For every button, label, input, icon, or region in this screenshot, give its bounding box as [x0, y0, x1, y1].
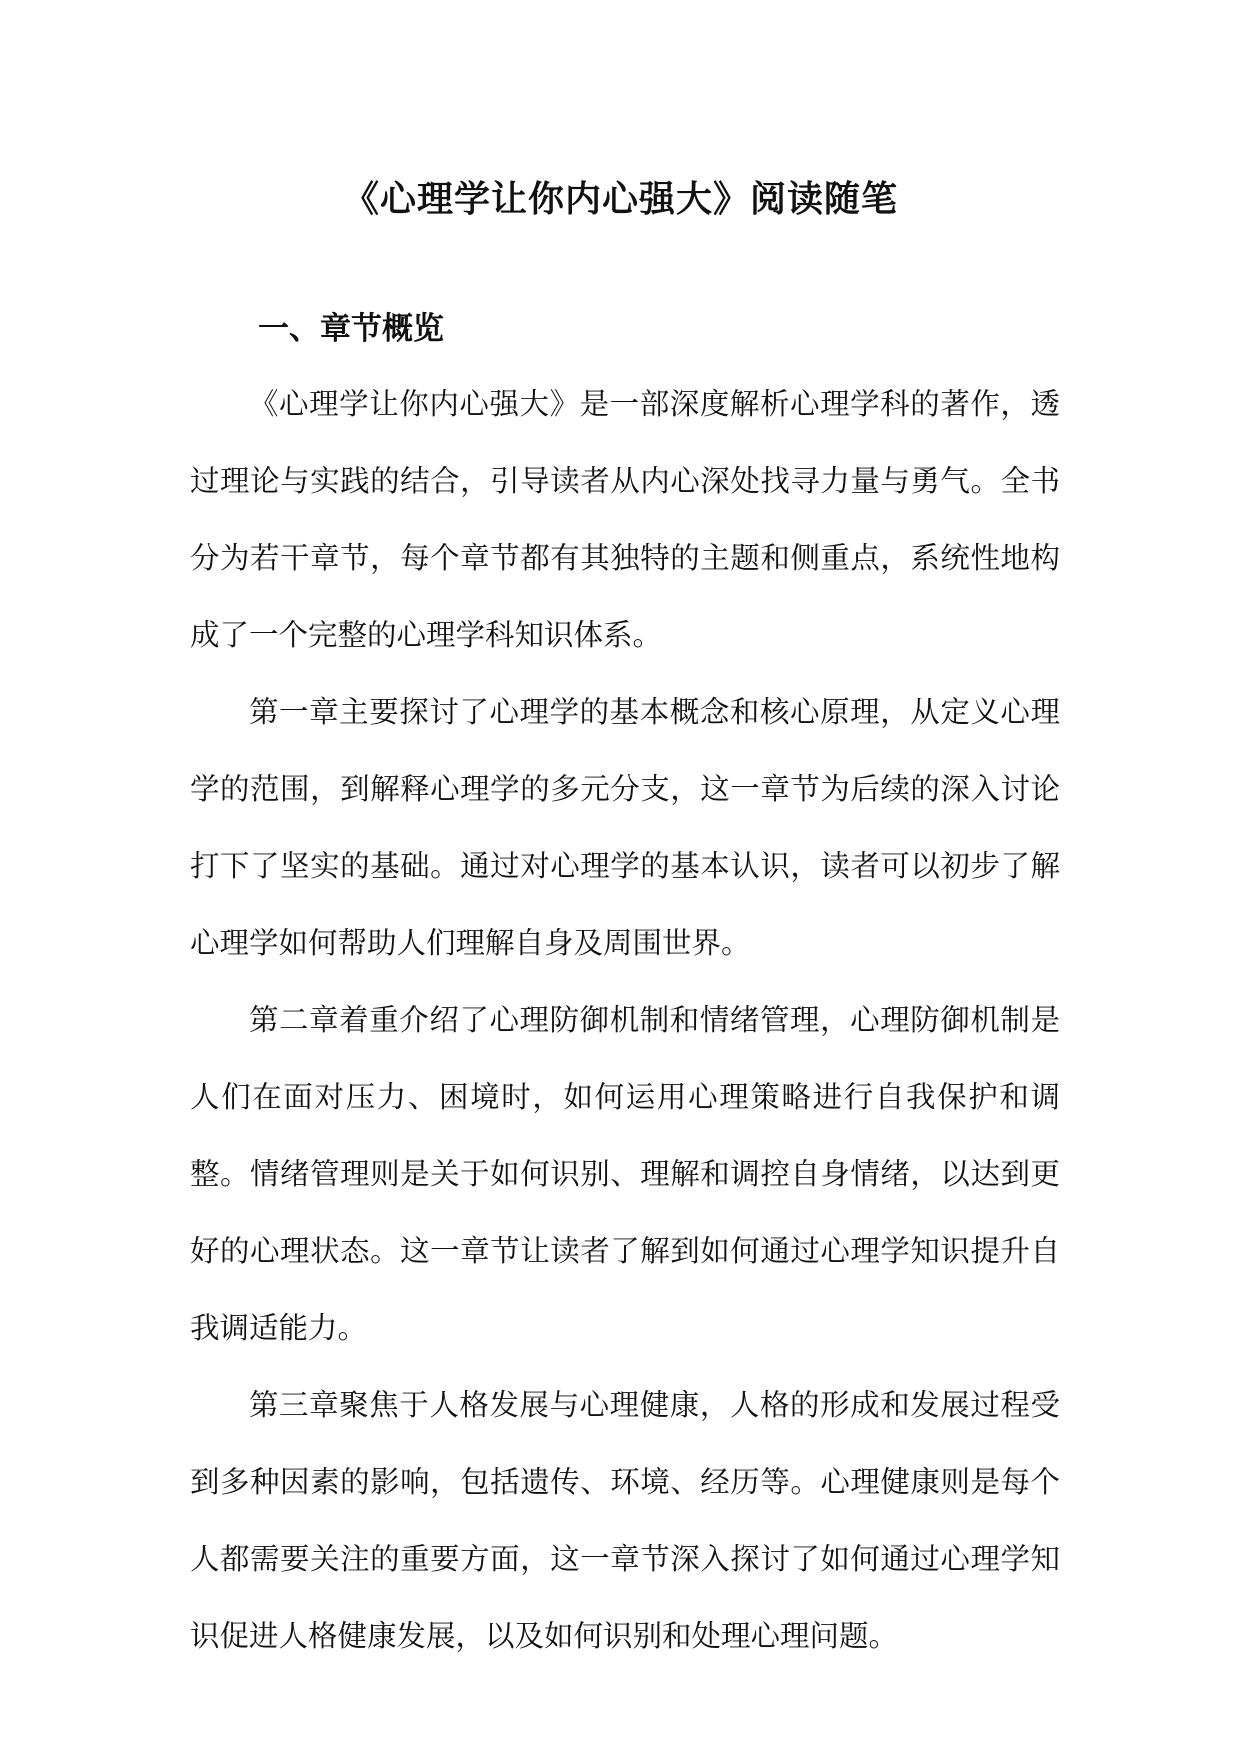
- document-title: 《心理学让你内心强大》阅读随笔: [342, 179, 898, 221]
- paragraph-overview: 《心理学让你内心强大》是一部深度解析心理学科的著作，透过理论与实践的结合，引导读者从内心深处找寻力量与勇气。全书分为若干章节，每个章节都有其独特的主题和侧重点，系统性地构成了一个完整的心理学科知识体系。: [190, 387, 1060, 652]
- body-text: [190, 366, 1060, 1675]
- section-heading: 一、章节概览: [258, 310, 444, 347]
- paragraph-chapter-1: 第一章主要探讨了心理学的基本概念和核心原理，从定义心理学的范围，到解释心理学的多元分支，这一章节为后续的深入讨论打下了坚实的基础。通过对心理学的基本认识，读者可以初步了解心理学如何帮助人们理解自身及周围世界。: [190, 695, 1060, 960]
- paragraph-chapter-3: 第三章聚焦于人格发展与心理健康，人格的形成和发展过程受到多种因素的影响，包括遗传、环境、经历等。心理健康则是每个人都需要关注的重要方面，这一章节深入探讨了如何通过心理学知识促进人格健康发展，以及如何识别和处理心理问题。: [190, 1388, 1060, 1653]
- paragraph-chapter-2: 第二章着重介绍了心理防御机制和情绪管理，心理防御机制是人们在面对压力、困境时，如何运用心理策略进行自我保护和调整。情绪管理则是关于如何识别、理解和调控自身情绪，以达到更好的心理状态。这一章节让读者了解到如何通过心理学知识提升自我调适能力。: [190, 1003, 1060, 1345]
